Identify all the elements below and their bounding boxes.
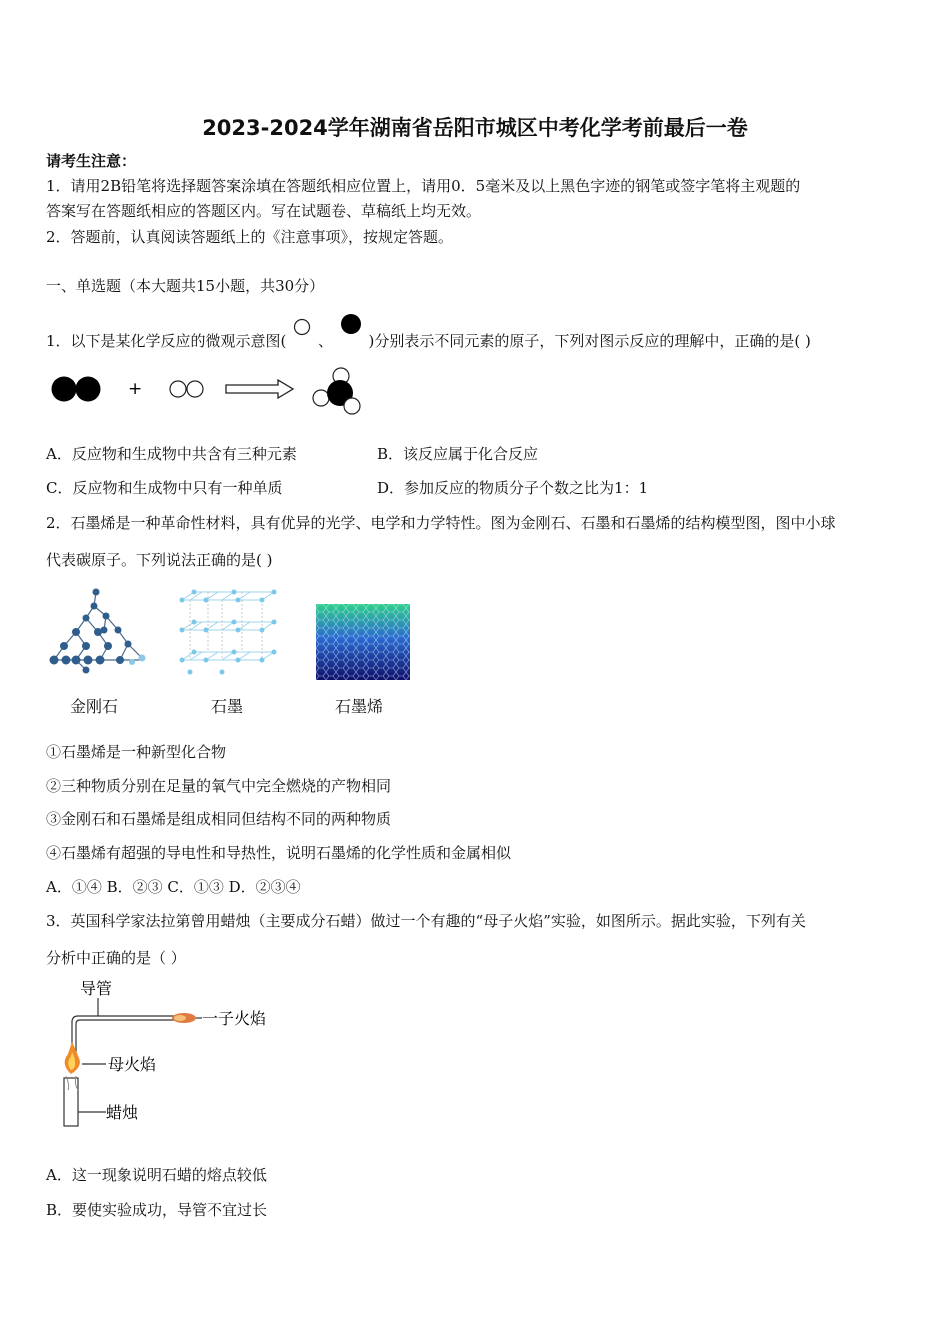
- q3-option-a: A．这一现象说明石蜡的熔点较低: [46, 1166, 267, 1184]
- q1-stem: [46, 314, 811, 351]
- child-flame-icon: [172, 1013, 196, 1023]
- graphite-structure-image: [178, 586, 278, 678]
- label-candle: 蜡烛: [106, 1103, 139, 1122]
- notice-line-1b: 答案写在答题纸相应的答题区内。写在试题卷、草稿纸上均无效。: [46, 202, 482, 220]
- label-tube: 导管: [80, 979, 113, 998]
- q1-stem-suffix: )分别表示不同元素的原子，下列对图示反应的理解中，正确的是( ): [368, 332, 811, 350]
- q1-option-b: B．该反应属于化合反应: [377, 445, 539, 463]
- q1-option-d: D．参加反应的物质分子个数之比为1：1: [377, 479, 649, 497]
- notice-heading: 请考生注意：: [46, 152, 137, 170]
- q1-reaction-diagram: [48, 364, 368, 420]
- notice-line-1a: 1．请用2B铅笔将选择题答案涂填在答题纸相应位置上，请用0．5毫米及以上黑色字迹的钢笔或签字笔将主观题的: [46, 177, 801, 195]
- page-title: 2023-2024学年湖南省岳阳市城区中考化学考前最后一卷: [202, 116, 748, 140]
- q2-stem-line1: 2．石墨烯是一种革命性材料，具有优异的光学、电学和力学特性。图为金刚石、石墨和石墨烯的结构模型图，图中小球: [46, 514, 836, 532]
- q2-statement-1: ①石墨烯是一种新型化合物: [46, 743, 227, 761]
- label-child-flame: 一子火焰: [202, 1009, 267, 1028]
- caption-diamond: 金刚石: [70, 697, 119, 716]
- q3-stem-line1: 3．英国科学家法拉第曾用蜡烛（主要成分石蜡）做过一个有趣的“母子火焰”实验，如图所示。据此实验，下列有关: [46, 912, 806, 930]
- product-molecule-icon: [313, 368, 360, 414]
- q1-stem-sep: 、: [317, 332, 333, 350]
- q3-stem-line2: 分析中正确的是（ ）: [46, 949, 186, 967]
- candle-experiment-diagram: [56, 978, 296, 1132]
- reaction-arrow-icon: [226, 380, 293, 398]
- q2-statement-2: ②三种物质分别在足量的氧气中完全燃烧的产物相同: [46, 777, 392, 795]
- white-molecule-icon: [170, 381, 203, 397]
- q1-option-a: A．反应物和生成物中共含有三种元素: [46, 445, 297, 463]
- q1-option-c: C．反应物和生成物中只有一种单质: [46, 479, 283, 497]
- q2-statement-4: ④石墨烯有超强的导电性和导热性，说明石墨烯的化学性质和金属相似: [46, 844, 512, 862]
- q2-options: A．①④ B．②③ C．①③ D．②③④: [46, 878, 301, 896]
- white-atom-icon: [291, 318, 313, 340]
- black-molecule-icon: [52, 377, 101, 402]
- caption-graphite: 石墨: [211, 697, 244, 716]
- caption-graphene: 石墨烯: [335, 697, 384, 716]
- section-heading: 一、单选题（本大题共15小题，共30分）: [46, 277, 325, 295]
- graphene-structure-image: [316, 604, 410, 680]
- q2-statement-3: ③金刚石和石墨烯是组成相同但结构不同的两种物质: [46, 810, 392, 828]
- q1-stem-prefix: 1．以下是某化学反应的微观示意图(: [46, 332, 287, 350]
- q2-stem-line2: 代表碳原子。下列说法正确的是( ): [46, 551, 273, 569]
- notice-line-2: 2．答题前，认真阅读答题纸上的《注意事项》，按规定答题。: [46, 228, 454, 246]
- black-atom-icon: [338, 314, 364, 340]
- q3-option-b: B．要使实验成功，导管不宜过长: [46, 1201, 268, 1219]
- diamond-structure-image: [46, 586, 152, 676]
- label-mother-flame: 母火焰: [108, 1055, 157, 1074]
- plus-sign: +: [128, 379, 143, 399]
